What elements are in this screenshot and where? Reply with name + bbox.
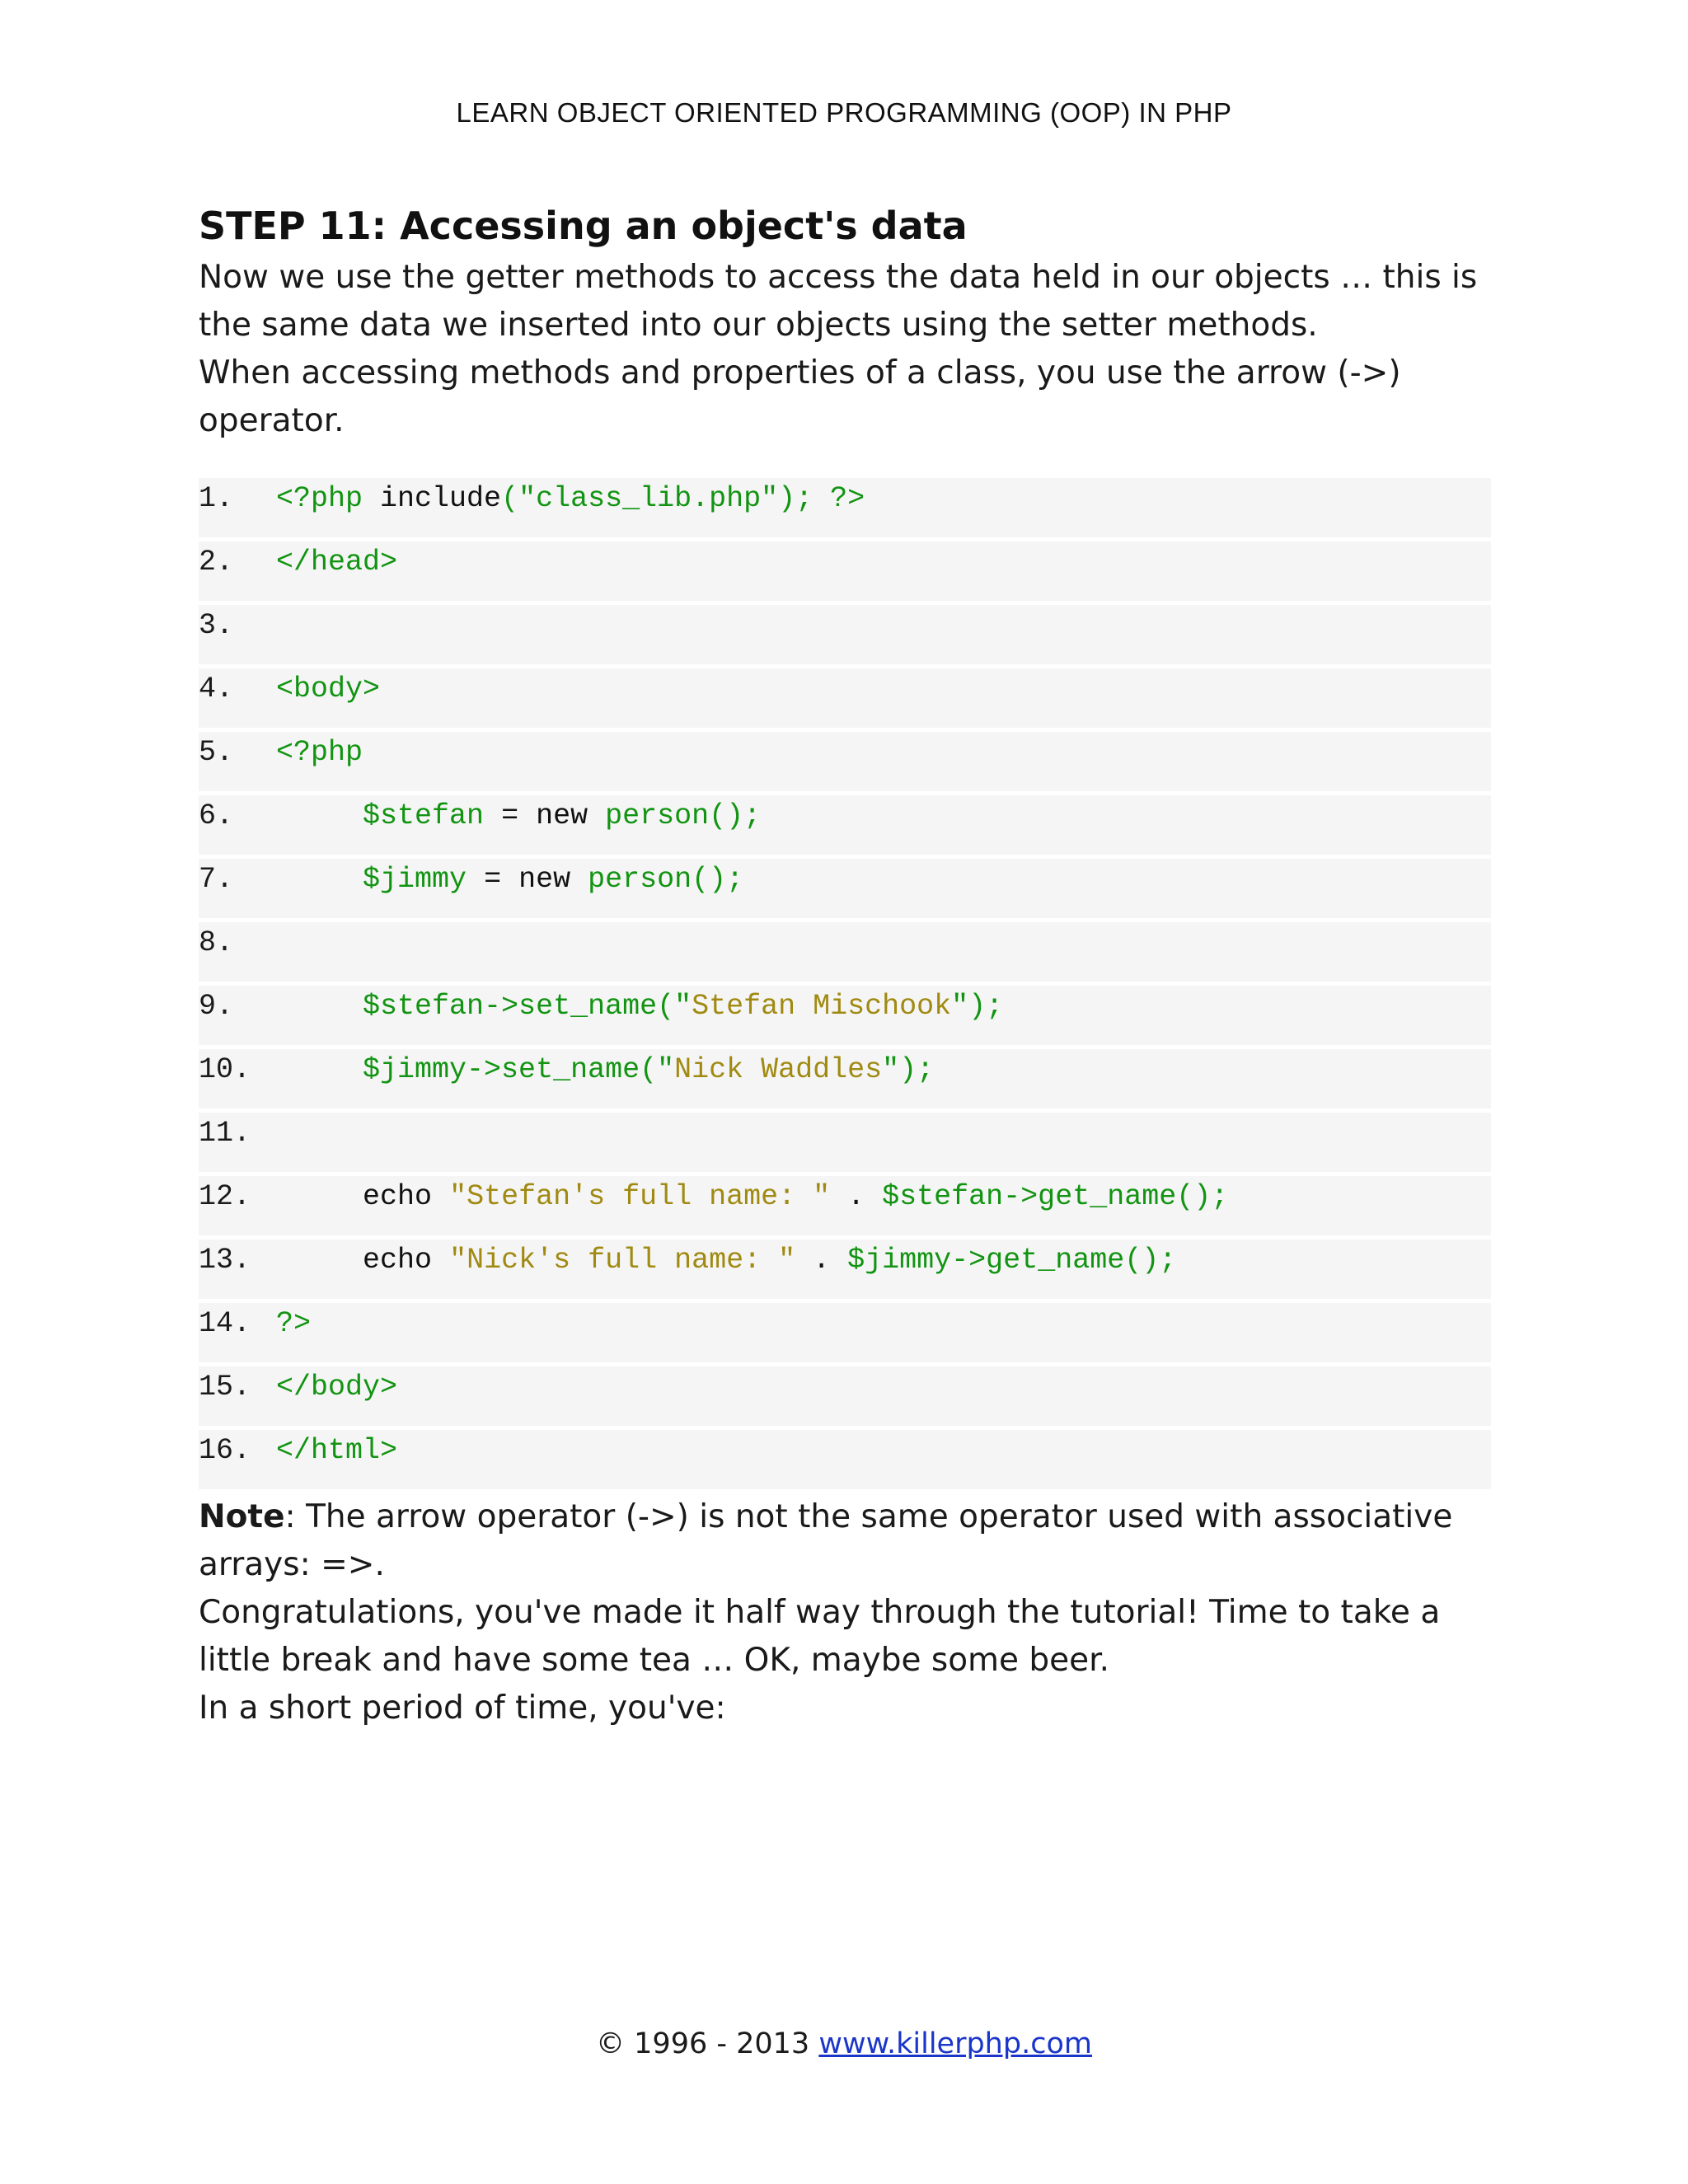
intro-paragraph: Now we use the getter methods to access the data held in our objects … this is the same data we inserted into our objects using the setter methods. [199,259,1478,344]
line-number: 1. [199,482,234,515]
code-line [199,1049,1491,1108]
line-number: 8. [199,926,234,959]
code-token: = new [484,799,606,832]
code-text [276,541,397,583]
code-token: $jimmy [363,863,467,896]
code-token: "Nick's full name: " [449,1244,796,1277]
line-number: 13. [199,1244,251,1277]
note-text: : The arrow operator (->) is not the same operator used with associative arrays: =>. [199,1498,1453,1583]
code-token: $stefan->set_name(" [363,990,692,1023]
line-number: 9. [199,990,234,1023]
code-token: . [830,1180,883,1213]
copyright-text: © 1996 - 2013 [596,2027,819,2060]
code-token: Nick Waddles [674,1053,883,1086]
code-token: </html> [276,1434,398,1467]
code-text [276,1176,1228,1217]
code-line [199,605,1491,664]
line-number: 7. [199,863,234,896]
code-line [199,1366,1491,1426]
line-number: 4. [199,673,234,705]
code-indent [276,1180,363,1213]
code-line [199,541,1491,601]
code-line [199,922,1491,982]
code-text [276,1430,397,1471]
code-text [276,1366,397,1408]
code-line [199,859,1491,918]
arrow-operator-paragraph: When accessing methods and properties of a class, you use the arrow (->) operator. [199,354,1401,439]
code-token: <?php [276,736,363,769]
killerphp-link[interactable]: www.killerphp.com [818,2027,1092,2060]
code-line [199,1113,1491,1172]
code-line [199,1303,1491,1362]
code-token: $jimmy->set_name(" [363,1053,675,1086]
line-number: 15. [199,1371,251,1404]
code-token: = new [467,863,588,896]
code-line [199,732,1491,791]
code-token: include [380,482,502,515]
code-indent [276,1244,363,1277]
note-paragraph [199,1493,1491,1589]
page-content [199,198,1491,1732]
code-indent [276,990,363,1023]
code-text [276,859,743,900]
code-line [199,1176,1491,1235]
code-token: "); [882,1053,935,1086]
code-indent [276,1053,363,1086]
code-token: </head> [276,546,398,579]
code-line [199,1240,1491,1299]
code-token: $stefan [363,799,485,832]
note-label: Note [199,1498,285,1535]
page-footer [0,2027,1688,2060]
code-token: person(); [605,799,762,832]
code-text [276,1240,1176,1281]
code-indent [276,799,363,832]
code-text [276,732,363,773]
line-number: 3. [199,609,234,642]
code-token: ("class_lib.php"); ?> [501,482,865,515]
code-token: ?> [276,1307,312,1340]
running-header: LEARN OBJECT ORIENTED PROGRAMMING (OOP) IN PHP [456,97,1232,128]
code-indent [276,863,363,896]
code-text [276,795,761,837]
section-title: STEP 11: Accessing an object's data [199,204,968,248]
code-token: $jimmy->get_name(); [847,1244,1177,1277]
congratulations-paragraph: Congratulations, you've made it half way through the tutorial! Time to take a little break and have some tea … OK, maybe some beer. [199,1594,1441,1679]
code-line [199,986,1491,1045]
code-line [199,795,1491,855]
code-token: <body> [276,673,381,705]
code-line [199,478,1491,537]
line-number: 2. [199,546,234,579]
code-token: . [795,1244,848,1277]
code-text [276,1303,311,1344]
line-number: 5. [199,736,234,769]
code-token: echo [363,1180,450,1213]
line-number: 10. [199,1053,251,1086]
code-text [276,668,380,710]
line-number: 6. [199,799,234,832]
code-token: person(); [588,863,744,896]
code-token: Stefan Mischook [692,990,952,1023]
line-number: 16. [199,1434,251,1467]
line-number: 12. [199,1180,251,1213]
summary-intro-paragraph: In a short period of time, you've: [199,1690,726,1727]
code-text [276,478,865,519]
code-text [276,986,1003,1027]
code-token: "Stefan's full name: " [449,1180,831,1213]
code-token: <?php [276,482,381,515]
code-text [276,1049,934,1090]
code-listing [199,478,1491,1489]
code-token: echo [363,1244,450,1277]
code-line [199,1430,1491,1489]
code-line [199,668,1491,728]
line-number: 11. [199,1117,251,1150]
code-token: $stefan->get_name(); [882,1180,1229,1213]
code-token: "); [951,990,1004,1023]
line-number: 14. [199,1307,251,1340]
code-token: </body> [276,1371,398,1404]
